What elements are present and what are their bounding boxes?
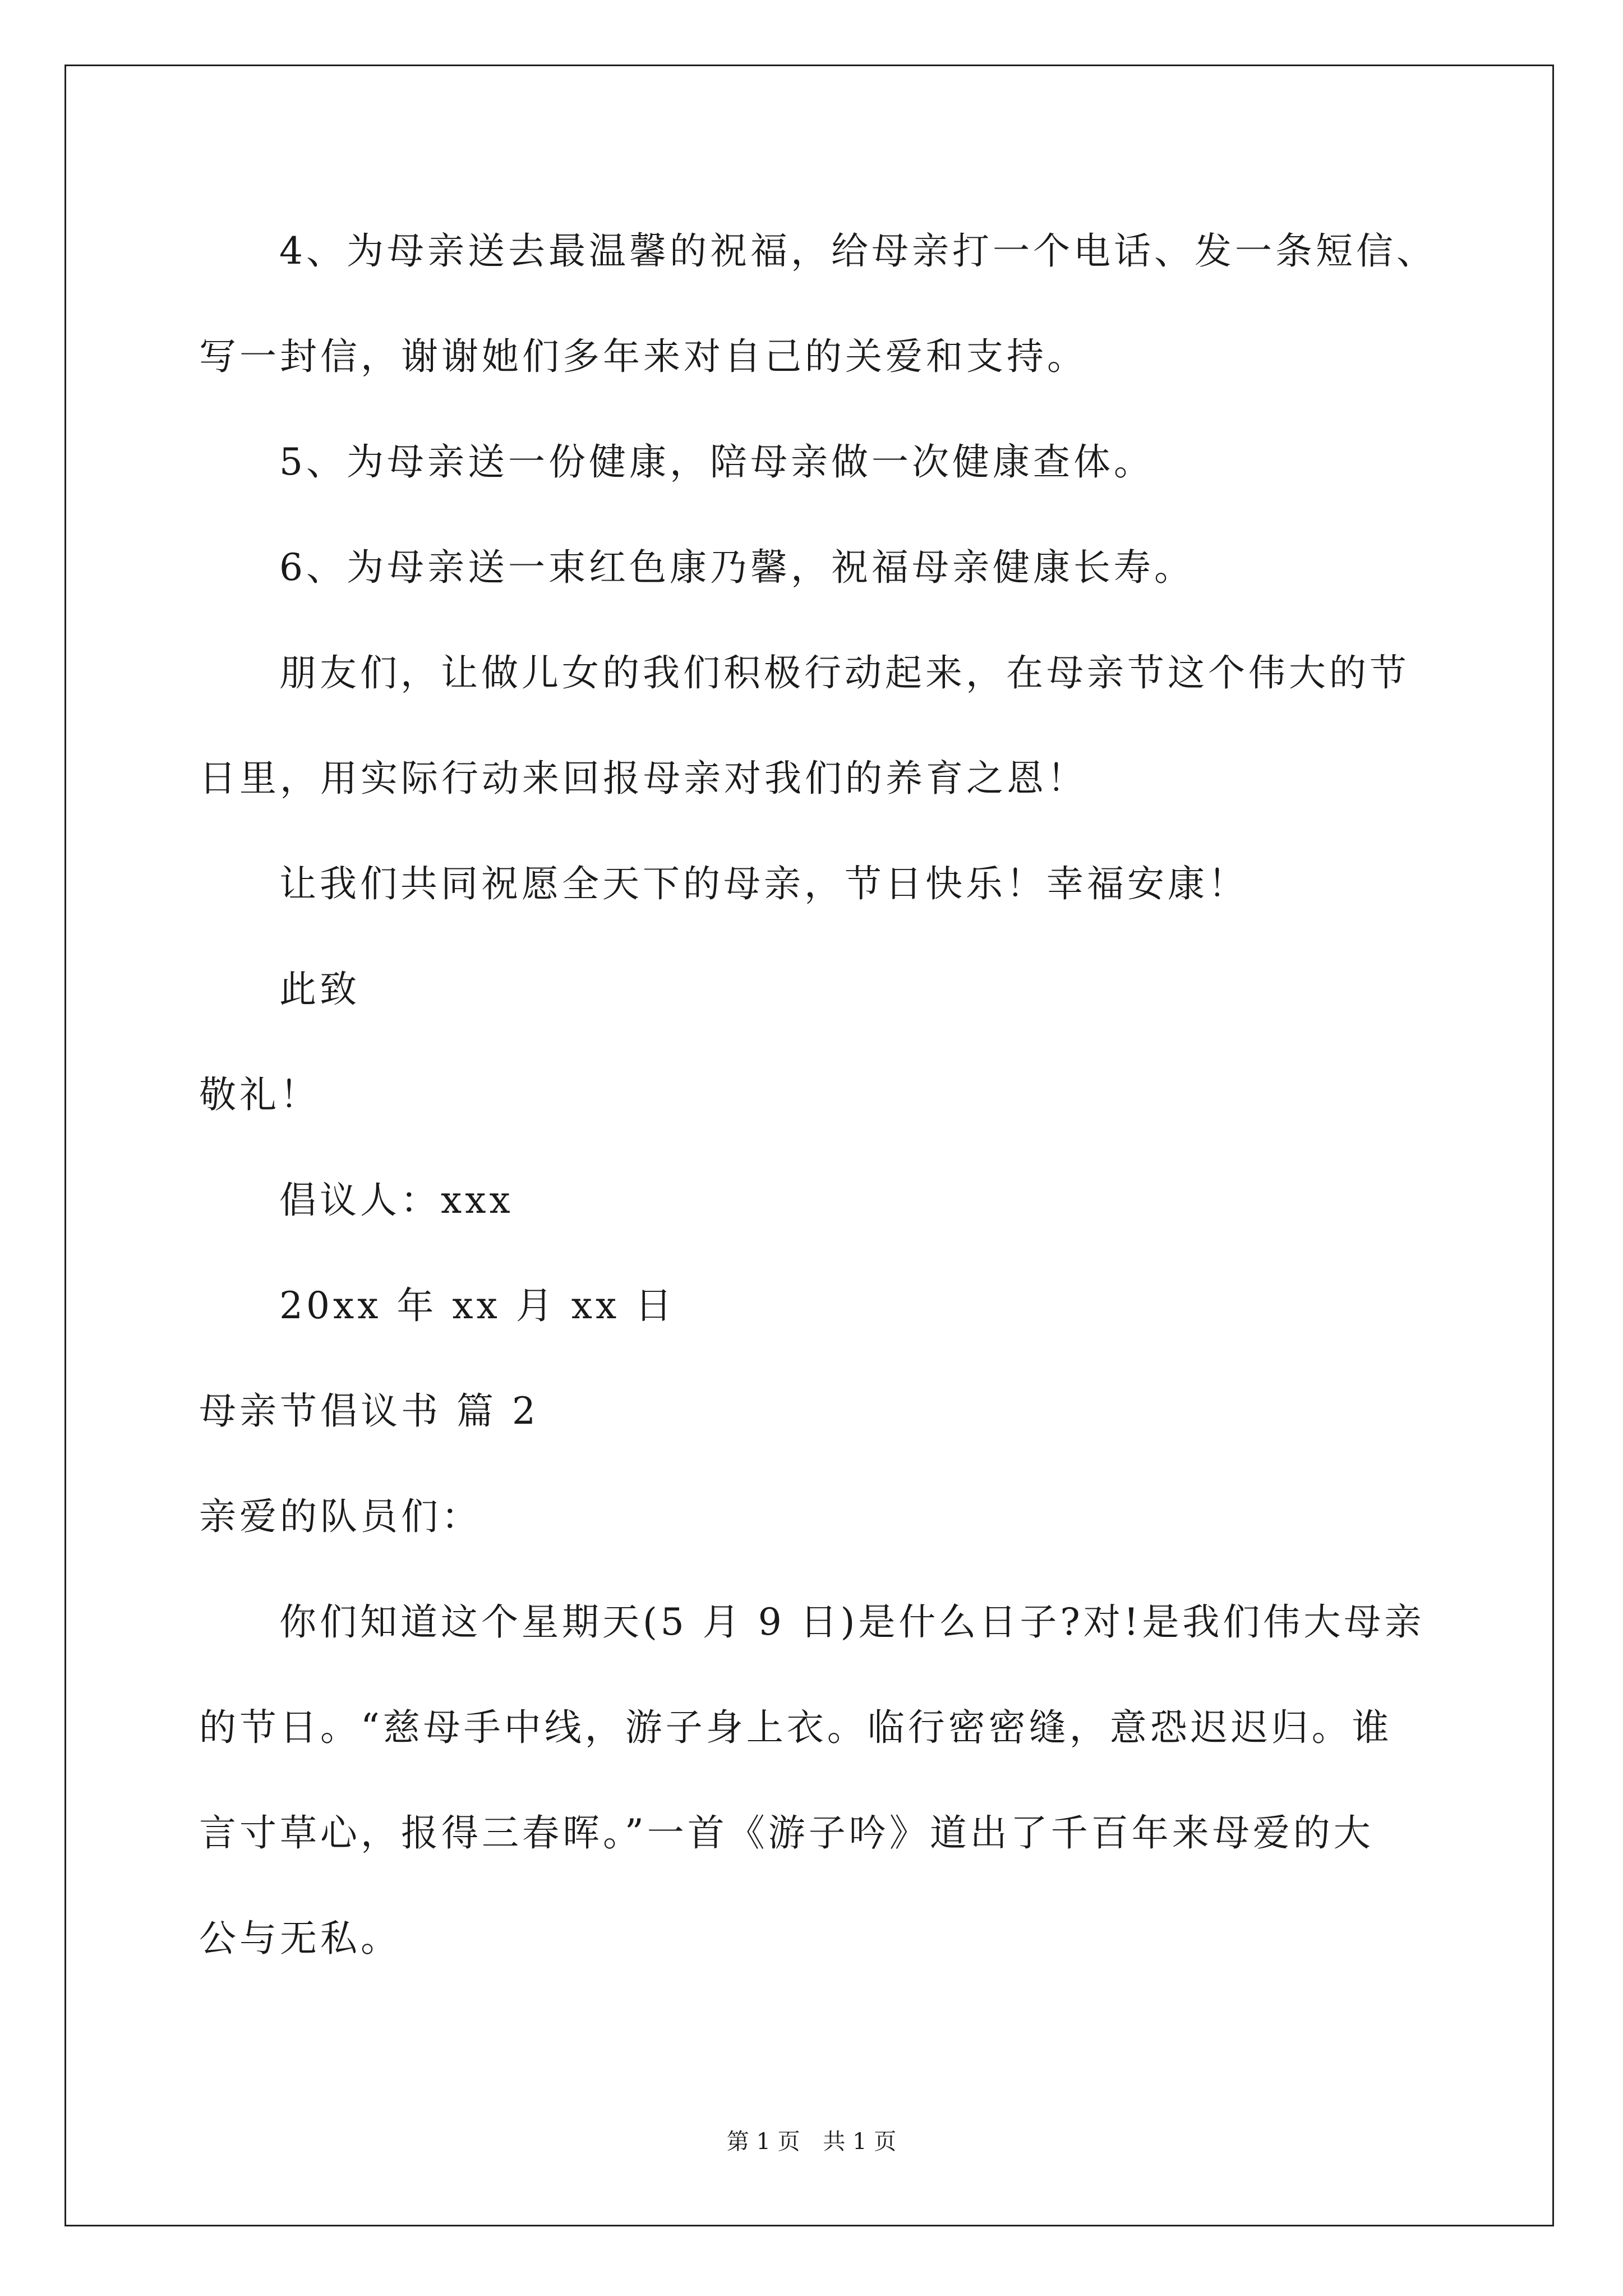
section-title: 母亲节倡议书 篇 2 [199, 1389, 539, 1433]
paragraph-line: 让我们共同祝愿全天下的母亲，节日快乐！幸福安康！ [279, 862, 1248, 905]
page-total: 共 1 页 [823, 2129, 897, 2155]
closing-regards: 敬礼！ [199, 1073, 320, 1116]
paragraph-line: 你们知道这个星期天(5 月 9 日)是什么日子?对!是我们伟大母亲 [279, 1600, 1425, 1644]
page-footer [0, 2125, 1623, 2159]
paragraph-line: 4、为母亲送去最温馨的祝福，给母亲打一个电话、发一条短信、 [279, 229, 1437, 273]
date-line: 20xx 年 xx 月 xx 日 [279, 1284, 676, 1327]
closing-salutation: 此致 [279, 968, 360, 1011]
paragraph-line: 言寸草心，报得三春晖。”一首《游子吟》道出了千百年来母爱的大 [199, 1811, 1374, 1855]
greeting: 亲爱的队员们： [199, 1495, 482, 1538]
paragraph-line: 写一封信，谢谢她们多年来对自己的关爱和支持。 [199, 335, 1087, 378]
page-frame [64, 65, 1554, 2226]
paragraph-line: 公与无私。 [199, 1917, 401, 1960]
page-number: 第 1 页 [726, 2129, 800, 2155]
paragraph-line: 朋友们，让做儿女的我们积极行动起来，在母亲节这个伟大的节 [279, 651, 1410, 694]
paragraph-line: 5、为母亲送一份健康，陪母亲做一次健康查体。 [279, 440, 1154, 484]
paragraph-line: 6、为母亲送一束红色康乃馨，祝福母亲健康长寿。 [279, 546, 1195, 589]
paragraph-line: 的节日。“慈母手中线，游子身上衣。临行密密缝，意恐迟迟归。谁 [199, 1706, 1393, 1749]
paragraph-line: 日里，用实际行动来回报母亲对我们的养育之恩！ [199, 757, 1087, 800]
signatory: 倡议人：xxx [279, 1179, 514, 1222]
